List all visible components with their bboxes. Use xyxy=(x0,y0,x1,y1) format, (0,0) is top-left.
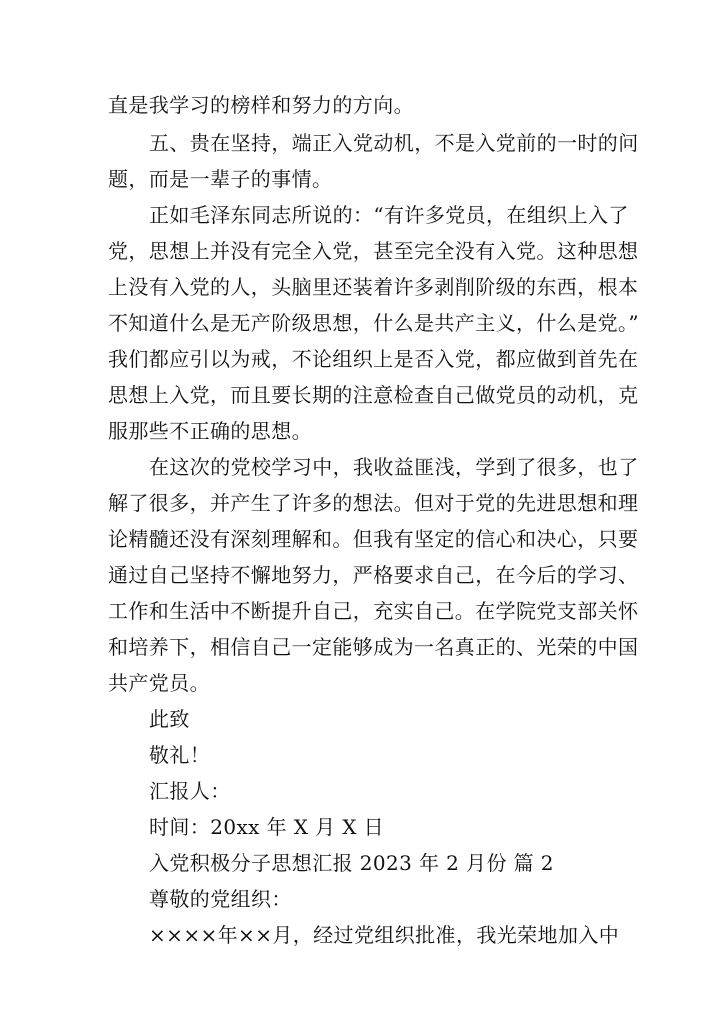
text-line: 论精髓还没有深刻理解和。但我有坚定的信心和决心，只要 xyxy=(108,527,639,551)
text-line: 敬礼！ xyxy=(149,743,211,767)
text-line: 入党积极分子思想汇报 2023 年 2 月份 篇 2 xyxy=(149,851,554,875)
text-line: 不知道什么是无产阶级思想，什么是共产主义，什么是党。” xyxy=(108,311,640,335)
text-line: 时间：20xx 年 X 月 X 日 xyxy=(149,815,385,839)
text-line: 在这次的党校学习中，我收益匪浅，学到了很多，也了 xyxy=(149,455,639,479)
text-line: 此致 xyxy=(149,707,190,731)
text-line: 党，思想上并没有完全入党，甚至完全没有入党。这种思想 xyxy=(108,239,639,263)
text-line: 五、贵在坚持，端正入党动机，不是入党前的一时的问 xyxy=(149,131,639,155)
text-line: 汇报人： xyxy=(149,779,231,803)
text-line: 上没有入党的人，头脑里还装着许多剥削阶级的东西，根本 xyxy=(108,275,639,299)
text-line: 服那些不正确的思想。 xyxy=(108,419,312,443)
text-line: ××××年××月，经过党组织批准，我光荣地加入中 xyxy=(149,923,620,947)
text-line: 通过自己坚持不懈地努力，严格要求自己，在今后的学习、 xyxy=(108,563,639,587)
text-line: 和培养下，相信自己一定能够成为一名真正的、光荣的中国 xyxy=(108,635,639,659)
text-line: 尊敬的党组织： xyxy=(149,887,292,911)
text-line: 工作和生活中不断提升自己，充实自己。在学院党支部关怀 xyxy=(108,599,639,623)
text-line: 解了很多，并产生了许多的想法。但对于党的先进思想和理 xyxy=(108,491,639,515)
text-line: 直是我学习的榜样和努力的方向。 xyxy=(108,93,414,117)
text-line: 我们都应引以为戒，不论组织上是否入党，都应做到首先在 xyxy=(108,347,639,371)
text-line: 思想上入党，而且要长期的注意检查自己做党员的动机，克 xyxy=(108,383,639,407)
text-line: 共产党员。 xyxy=(108,671,210,695)
text-line: 题，而是一辈子的事情。 xyxy=(108,167,333,191)
text-line: 正如毛泽东同志所说的：“有许多党员，在组织上入了 xyxy=(149,203,629,227)
